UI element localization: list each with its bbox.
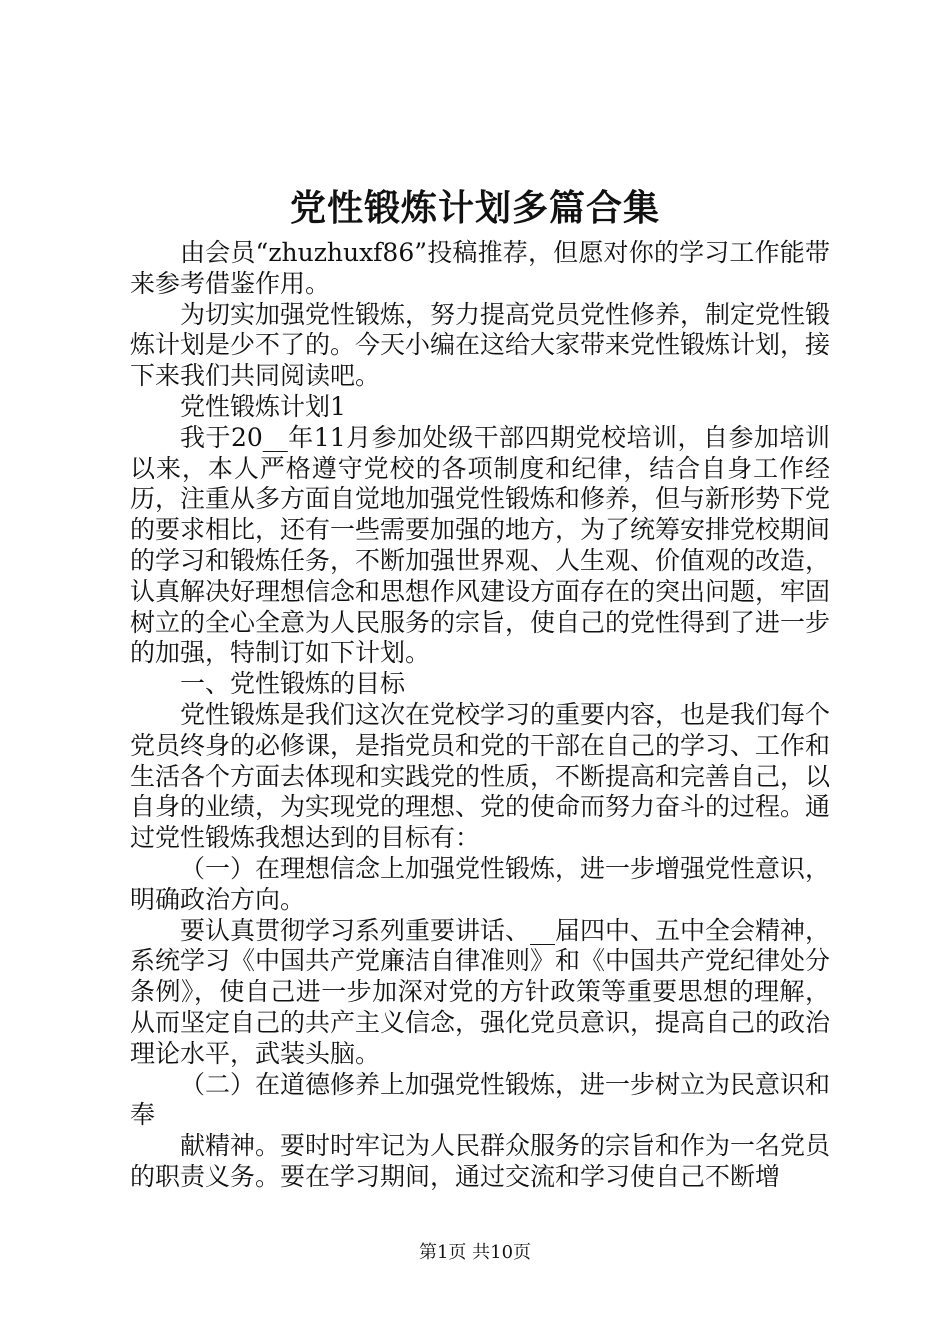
paragraph-background: 我于20__年11月参加处级干部四期党校培训，自参加培训以来，本人严格遵守党校的各项制度和纪律，结合自身工作经历，注重从多方面自觉地加强党性锻炼和修养，但与新形势下党的要求相比，还有一些需要加强的地方，为了统筹安排党校期间的学习和锻炼任务，不断加强世界观、人生观、价值观的改造，认真解决好理想信念和思想作风建设方面存在的突出问题，牢固树立的全心全意为人民服务的宗旨，使自己的党性得到了进一步的加强，特制订如下计划。: [130, 422, 831, 668]
section-heading-plan-1: 党性锻炼计划1: [180, 391, 346, 421]
document-body: [130, 238, 830, 1193]
paragraph-preface: 为切实加强党性锻炼，努力提高党员党性修养，制定党性锻炼计划是少不了的。今天小编在这给大家带来党性锻炼计划，接下来我们共同阅读吧。: [130, 299, 831, 391]
subheading-morals: （二）在道德修养上加强党性锻炼，进一步树立为民意识和奉: [130, 1069, 831, 1130]
paragraph-morals: 献精神。要时时牢记为人民群众服务的宗旨和作为一名党员的职责义务。要在学习期间，通过交流和学习使自己不断增: [130, 1131, 831, 1191]
subheading-ideals: （一）在理想信念上加强党性锻炼，进一步增强党性意识，明确政治方向。: [130, 853, 831, 914]
paragraph-intro: 由会员“zhuzhuxf86”投稿推荐，但愿对你的学习工作能带来参考借鉴作用。: [130, 238, 830, 298]
paragraph-goals: 党性锻炼是我们这次在党校学习的重要内容，也是我们每个党员终身的必修课，是指党员和党的干部在自己的学习、工作和生活各个方面去体现和实践党的性质，不断提高和完善自己，以自身的业绩，为实现党的理想、党的使命而努力奋斗的过程。通过党性锻炼我想达到的目标有：: [130, 699, 831, 853]
section-heading-goals: 一、党性锻炼的目标: [180, 669, 406, 699]
page-number: 第1页 共10页: [418, 1242, 532, 1263]
paragraph-ideals: 要认真贯彻学习系列重要讲话、__届四中、五中全会精神，系统学习《中国共产党廉洁自律准则》和《中国共产党纪律处分条例》，使自己进一步加深对党的方针政策等重要思想的理解，从而坚定自己的共产主义信念，强化党员意识，提高自己的政治理论水平，武装头脑。: [130, 915, 831, 1068]
document-title: 党性锻炼计划多篇合集: [289, 187, 660, 229]
